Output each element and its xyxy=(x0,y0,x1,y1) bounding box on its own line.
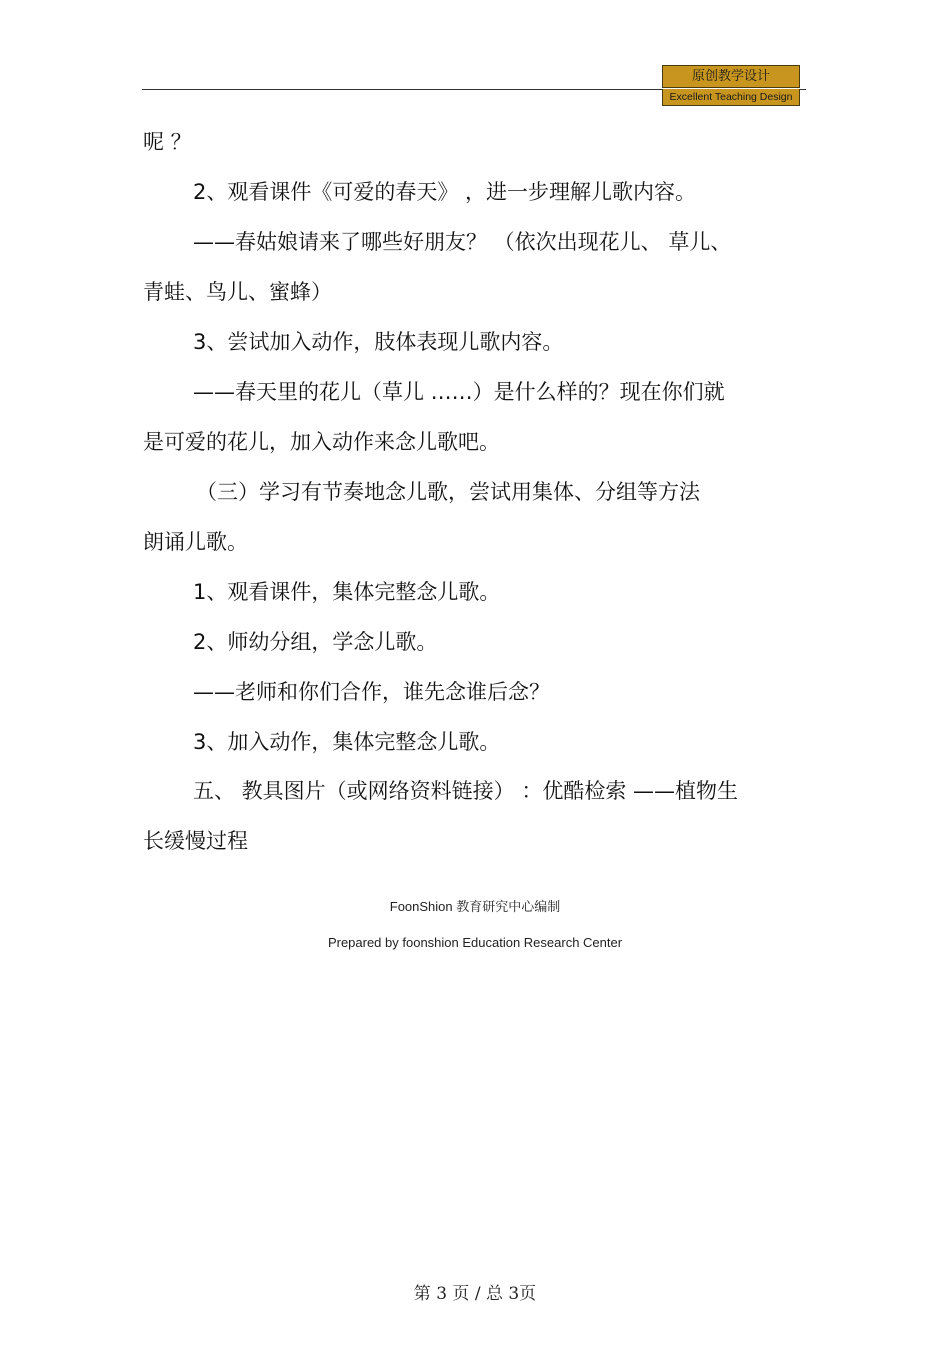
header-badge-en: Excellent Teaching Design xyxy=(662,89,800,106)
body-line: 3、尝试加入动作，肢体表现儿歌内容。 xyxy=(193,330,564,354)
footer-cn: FoonShion 教育研究中心编制 xyxy=(389,899,561,914)
body-line: 青蛙、鸟儿、蜜蜂） xyxy=(143,280,332,304)
body-line: 朗诵儿歌。 xyxy=(143,530,248,554)
body-line: ——春天里的花儿（草儿 ……）是什么样的？现在你们就 xyxy=(193,380,725,404)
body-line: ——老师和你们合作，谁先念谁后念？ xyxy=(193,680,550,704)
header-badge-cn: 原创教学设计 xyxy=(662,65,800,88)
body-line: 2、观看课件《可爱的春天》 ，进一步理解儿歌内容。 xyxy=(193,180,697,204)
body-line: 呢 ？ xyxy=(143,130,192,154)
body-line: ——春姑娘请来了哪些好朋友？ （依次出现花儿、 草儿、 xyxy=(193,230,732,254)
section-heading: 五、 教具图片（或网络资料链接） ：优酷检索 ——植物生 xyxy=(193,779,739,803)
section-heading: （三）学习有节奏地念儿歌，尝试用集体、分组等方法 xyxy=(196,480,700,504)
footer-en: Prepared by foonshion Education Research Center xyxy=(327,935,623,950)
body-line: 1、观看课件，集体完整念儿歌。 xyxy=(193,580,501,604)
body-line: 长缓慢过程 xyxy=(143,829,248,853)
body-line: 2、师幼分组，学念儿歌。 xyxy=(193,630,438,654)
body-line: 3、加入动作，集体完整念儿歌。 xyxy=(193,730,501,754)
page-number: 第 3 页 / 总 3页 xyxy=(413,1284,537,1304)
body-line: 是可爱的花儿，加入动作来念儿歌吧。 xyxy=(143,430,500,454)
